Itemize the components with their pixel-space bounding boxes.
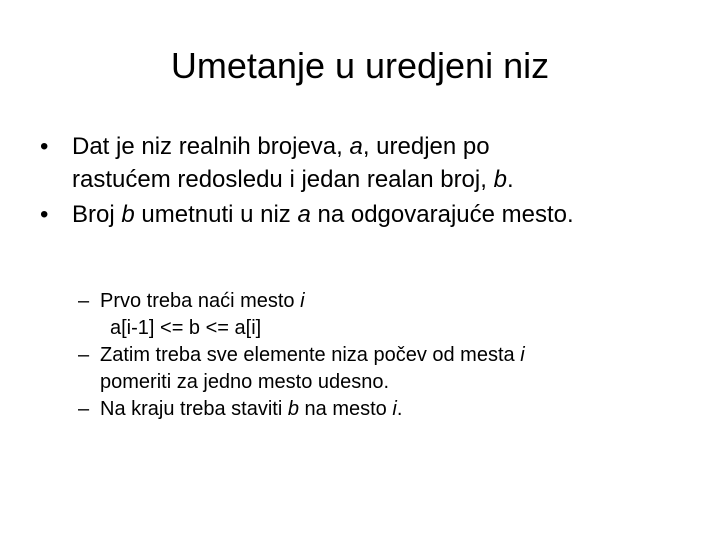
italic-run: b (493, 166, 507, 193)
text-run: Prvo treba naći mesto (100, 290, 301, 312)
bullet-text-line (72, 133, 490, 160)
bullet-item (40, 198, 700, 231)
bullet-item (40, 130, 700, 196)
text-run: umetnuti u niz (134, 201, 298, 228)
bullet-text-line (72, 201, 574, 228)
italic-run: a (349, 133, 363, 160)
text-run: Na kraju treba staviti (100, 398, 288, 420)
bullet-list (40, 130, 700, 233)
sub-text-line (100, 396, 698, 423)
text-run: rastućem redosledu i jedan realan broj, (72, 166, 494, 193)
text-run: na odgovarajuće mesto. (310, 201, 574, 228)
bullet-text-line (72, 166, 514, 193)
sub-text-line (100, 288, 698, 315)
sub-text-line: a[i-1] <= b <= a[i] (110, 317, 262, 339)
bullet-marker: • (40, 133, 49, 160)
italic-run: b (287, 398, 299, 420)
text-run: , uredjen po (362, 133, 490, 160)
text-run: Dat je niz realnih brojeva, (72, 133, 350, 160)
text-run: . (506, 166, 514, 193)
sub-list (78, 288, 698, 423)
dash-marker: – (78, 290, 90, 312)
sub-text-line (100, 342, 698, 369)
dash-marker: – (78, 344, 90, 366)
sub-item (78, 342, 698, 396)
italic-run: a (297, 201, 311, 228)
italic-run: b (121, 201, 135, 228)
sub-item (78, 288, 698, 342)
dash-marker: – (78, 398, 90, 420)
bullet-marker: • (40, 201, 49, 228)
italic-run: i (520, 344, 525, 366)
italic-run: i (392, 398, 397, 420)
italic-run: i (300, 290, 305, 312)
sub-item (78, 396, 698, 423)
sub-text-line: pomeriti za jedno mesto udesno. (100, 371, 390, 393)
text-run: . (396, 398, 403, 420)
text-run: Zatim treba sve elemente niza počev od mesta (100, 344, 521, 366)
text-run: na mesto (298, 398, 393, 420)
slide-title: Umetanje u uredjeni niz (170, 45, 550, 86)
text-run: Broj (72, 201, 122, 228)
